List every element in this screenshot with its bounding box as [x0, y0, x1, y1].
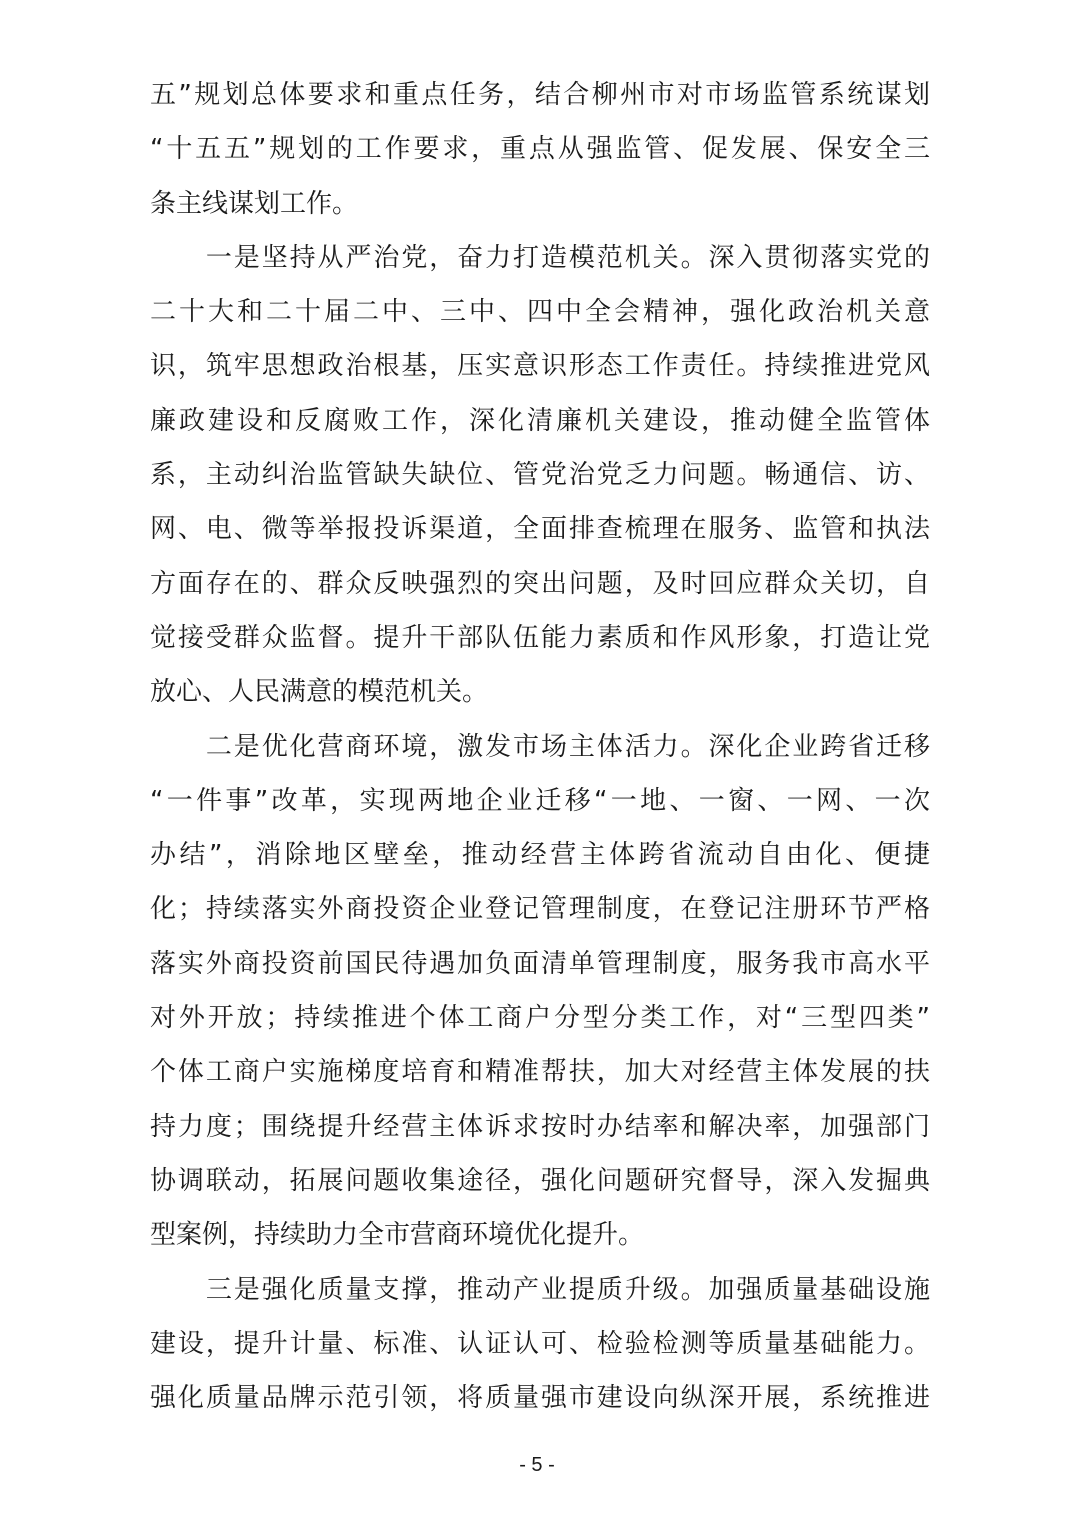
- text-line: 系，主动纠治监管缺失缺位、管党治党乏力问题。畅通信、访、: [150, 460, 930, 491]
- text-line: 放心、人民满意的模范机关。: [150, 677, 489, 708]
- text-line: 识，筑牢思想政治根基，压实意识形态工作责任。持续推进党风: [150, 351, 930, 382]
- text-line: 建设，提升计量、标准、认证认可、检验检测等质量基础能力。: [150, 1328, 930, 1359]
- text-line: 觉接受群众监督。提升干部队伍能力素质和作风形象，打造让党: [150, 622, 930, 653]
- text-line: 协调联动，拓展问题收集途径，强化问题研究督导，深入发掘典: [150, 1165, 930, 1196]
- body-text: [150, 68, 930, 1425]
- text-line: 五”规划总体要求和重点任务，结合柳州市对市场监管系统谋划: [150, 80, 930, 110]
- page-number: - 5 -: [519, 1454, 555, 1476]
- text-line: 对外开放；持续推进个体工商户分型分类工作，对“三型四类”: [150, 1003, 930, 1034]
- paragraph-three-first-line: 三是强化质量支撑，推动产业提质升级。加强质量基础设施: [150, 1274, 930, 1305]
- text-line: 化；持续落实外商投资企业登记管理制度，在登记注册环节严格: [150, 894, 930, 925]
- text-line: “十五五”规划的工作要求，重点从强监管、促发展、保安全三: [150, 134, 930, 165]
- paragraph-one-first-line: 一是坚持从严治党，奋力打造模范机关。深入贯彻落实党的: [150, 242, 930, 273]
- text-line: 方面存在的、群众反映强烈的突出问题，及时回应群众关切，自: [150, 568, 930, 599]
- text-line: 型案例，持续助力全市营商环境优化提升。: [150, 1220, 645, 1251]
- text-line: 条主线谋划工作。: [150, 188, 359, 219]
- text-line: 办结”，消除地区壁垒，推动经营主体跨省流动自由化、便捷: [150, 840, 930, 871]
- text-line: “一件事”改革，实现两地企业迁移“一地、一窗、一网、一次: [150, 785, 930, 816]
- text-line: 持力度；围绕提升经营主体诉求按时办结率和解决率，加强部门: [150, 1111, 930, 1142]
- text-line: 网、电、微等举报投诉渠道，全面排查梳理在服务、监管和执法: [150, 514, 930, 545]
- text-line: 强化质量品牌示范引领，将质量强市建设向纵深开展，系统推进: [150, 1383, 930, 1414]
- text-line: 廉政建设和反腐败工作，深化清廉机关建设，推动健全监管体: [150, 405, 930, 436]
- text-line: 个体工商户实施梯度培育和精准帮扶，加大对经营主体发展的扶: [150, 1057, 930, 1088]
- text-line: 二十大和二十届二中、三中、四中全会精神，强化政治机关意: [150, 297, 930, 328]
- paragraph-two-first-line: 二是优化营商环境，激发市场主体活力。深化企业跨省迁移: [150, 731, 930, 762]
- text-line: 落实外商投资前国民待遇加负面清单管理制度，服务我市高水平: [150, 948, 930, 979]
